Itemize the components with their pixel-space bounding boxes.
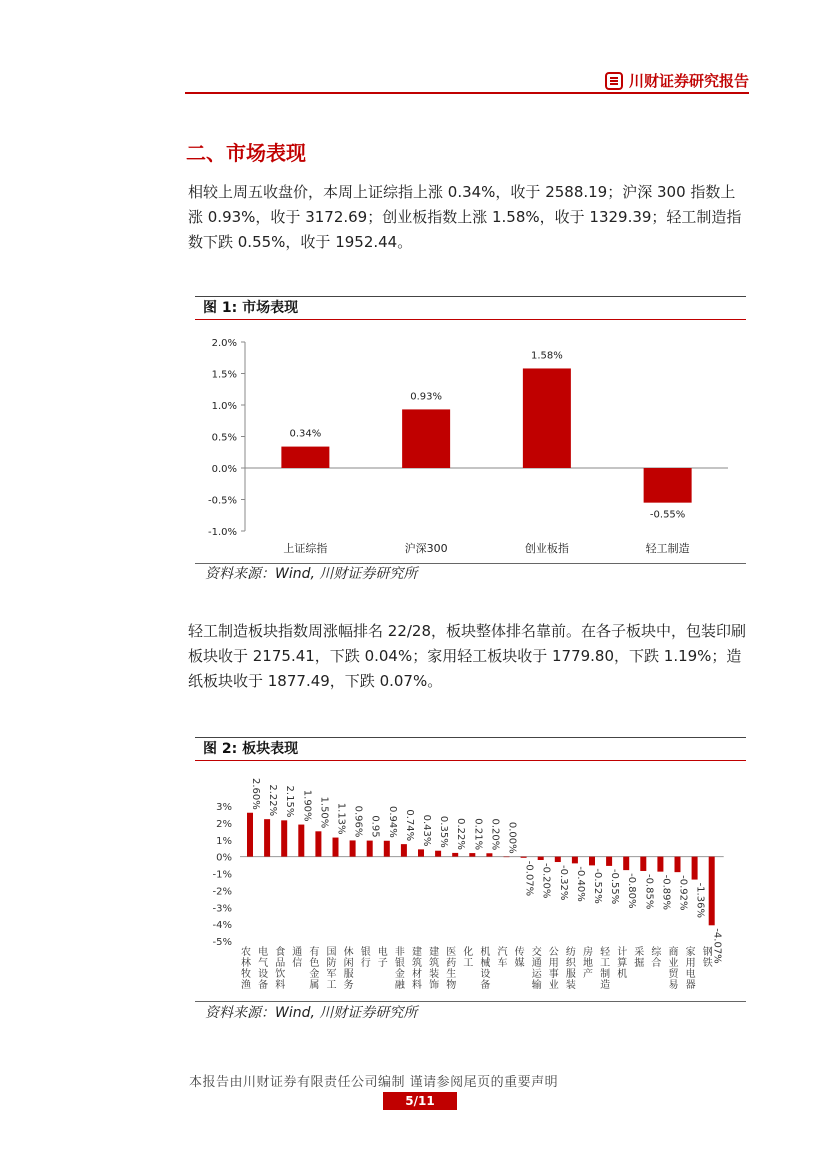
category-label-char: 服 bbox=[565, 969, 576, 980]
category-label-char: 掘 bbox=[634, 958, 645, 969]
y-tick-label: 1% bbox=[216, 835, 232, 847]
category-label-char: 轻 bbox=[600, 947, 611, 958]
bar bbox=[644, 468, 692, 503]
report-header bbox=[605, 70, 749, 91]
data-label: 0.21% bbox=[472, 818, 484, 851]
data-label: 2.60% bbox=[250, 777, 261, 810]
data-label: 0.34% bbox=[289, 428, 322, 440]
category-label: 上证综指 bbox=[283, 542, 328, 555]
category-label: 创业板指 bbox=[524, 542, 569, 555]
y-tick-label: 1.0% bbox=[211, 401, 237, 412]
y-tick-label: 3% bbox=[216, 802, 232, 813]
category-label-char: 服 bbox=[343, 969, 354, 980]
data-label: 1.50% bbox=[318, 796, 330, 829]
data-label: 0.74% bbox=[403, 809, 415, 842]
y-tick-label: -2% bbox=[212, 886, 232, 898]
bar bbox=[657, 857, 663, 872]
category-label bbox=[309, 945, 319, 991]
category-label-char: 用 bbox=[548, 958, 559, 969]
data-label: -0.55% bbox=[609, 868, 621, 905]
category-label-char: 电 bbox=[685, 969, 696, 980]
category-label-char: 公 bbox=[548, 947, 559, 958]
category-label bbox=[344, 945, 354, 991]
bar bbox=[401, 844, 407, 856]
category-label-char: 化 bbox=[463, 947, 474, 958]
category-label-char: 汽 bbox=[497, 947, 508, 958]
header-divider bbox=[185, 92, 749, 94]
data-label: -4.07% bbox=[711, 928, 723, 964]
category-label-char: 工 bbox=[463, 958, 474, 969]
bar bbox=[402, 409, 450, 468]
data-label: 0.95 bbox=[369, 815, 381, 838]
category-label bbox=[566, 945, 577, 991]
category-label bbox=[532, 945, 543, 991]
category-label-char: 易 bbox=[668, 980, 679, 991]
bar bbox=[281, 447, 329, 468]
data-label: 0.96% bbox=[352, 805, 364, 838]
category-label bbox=[361, 945, 371, 969]
category-label-char: 计 bbox=[617, 947, 628, 958]
y-tick-label: -3% bbox=[212, 903, 232, 915]
bar bbox=[675, 857, 681, 873]
bar bbox=[315, 831, 321, 856]
category-label-char: 行 bbox=[360, 958, 371, 969]
category-label-char: 综 bbox=[651, 947, 662, 958]
market-summary-paragraph: 相较上周五收盘价，本周上证综指上涨 0.34%，收于 2588.19；沪深 300 指数上涨 0.93%，收于 3172.69；创业板指数上涨 1.58%，收于 1329.39；轻工制造指数下跌 0.55%，收于 1952.44。 bbox=[188, 183, 742, 251]
bar bbox=[435, 851, 441, 857]
category-label-char: 闲 bbox=[343, 958, 354, 969]
sector-summary-paragraph: 轻工制造板块指数周涨幅排名 22/28，板块整体排名靠前。在各子板块中，包装印刷板块收于 2175.41，下跌 0.04%；家用轻工板块收于 1779.80，下跌 1.19%；造纸板块收于 1877.49，下跌 0.07%。 bbox=[188, 622, 746, 690]
category-label bbox=[327, 946, 337, 991]
category-label-char: 通 bbox=[292, 947, 303, 958]
category-label bbox=[395, 945, 406, 991]
category-label-char: 料 bbox=[275, 980, 286, 991]
category-label-char: 饮 bbox=[275, 969, 286, 980]
category-label-char: 房 bbox=[583, 947, 593, 958]
bar bbox=[384, 841, 390, 857]
category-label-char: 饰 bbox=[429, 980, 440, 991]
category-label-char: 钢 bbox=[702, 947, 713, 958]
category-label-char: 纺 bbox=[565, 947, 576, 958]
page-number: 5/11 bbox=[383, 1092, 457, 1110]
category-label-char: 织 bbox=[565, 958, 576, 969]
bar bbox=[350, 840, 356, 856]
category-label-char: 物 bbox=[446, 980, 457, 991]
category-label-char: 工 bbox=[600, 958, 611, 969]
category-label bbox=[463, 945, 473, 969]
category-label bbox=[515, 945, 525, 969]
bar bbox=[572, 857, 578, 864]
y-tick-label: 1.5% bbox=[211, 369, 237, 381]
data-label: -0.92% bbox=[677, 875, 689, 911]
category-label-char: 务 bbox=[343, 980, 354, 991]
data-label: 0.93% bbox=[410, 391, 443, 403]
bar bbox=[521, 857, 527, 858]
category-label-char: 国 bbox=[326, 947, 337, 958]
data-label: -0.55% bbox=[649, 509, 686, 521]
bar bbox=[523, 368, 571, 468]
category-label bbox=[583, 945, 593, 980]
market-performance-chart bbox=[195, 320, 746, 562]
y-tick-label: -1.0% bbox=[207, 527, 237, 538]
category-label-char: 械 bbox=[480, 958, 491, 969]
category-label-char: 器 bbox=[685, 980, 696, 991]
category-label-char: 用 bbox=[685, 958, 696, 969]
category-label-char: 有 bbox=[309, 947, 320, 958]
category-label-char: 运 bbox=[531, 969, 542, 980]
bar bbox=[504, 857, 510, 858]
category-label-char: 食 bbox=[275, 947, 286, 958]
category-label-char: 渔 bbox=[241, 980, 251, 991]
category-label-char: 筑 bbox=[412, 958, 422, 969]
category-label-char: 气 bbox=[258, 958, 269, 969]
bar bbox=[538, 857, 544, 860]
category-label-char: 机 bbox=[480, 947, 491, 958]
y-tick-label: 0% bbox=[216, 852, 232, 864]
category-label bbox=[429, 945, 439, 991]
data-label: 0.20% bbox=[489, 818, 501, 851]
bar bbox=[418, 849, 424, 856]
category-label-char: 金 bbox=[394, 969, 405, 980]
section-title: 二、市场表现 bbox=[186, 141, 306, 165]
category-label bbox=[703, 945, 713, 969]
y-tick-label: -5% bbox=[212, 937, 232, 948]
category-label-char: 林 bbox=[241, 958, 251, 969]
category-label-char: 电 bbox=[258, 947, 269, 958]
category-label bbox=[480, 945, 490, 991]
y-tick-label: 0.5% bbox=[211, 432, 237, 444]
data-label: -0.20% bbox=[540, 863, 552, 899]
figure-1 bbox=[195, 296, 746, 566]
report-header-title: 川财证券研究报告 bbox=[628, 72, 749, 90]
category-label-char: 非 bbox=[394, 947, 405, 958]
figure-1-caption: 图 1: 市场表现 bbox=[203, 300, 299, 316]
bar bbox=[486, 853, 492, 856]
category-label-char: 建 bbox=[429, 947, 440, 958]
category-label bbox=[651, 945, 662, 969]
category-label-char: 设 bbox=[258, 969, 269, 980]
category-label-char: 金 bbox=[309, 969, 320, 980]
y-tick-label: 0.0% bbox=[211, 464, 237, 475]
category-label-char: 造 bbox=[600, 980, 611, 991]
data-label: 0.94% bbox=[386, 805, 398, 838]
category-label bbox=[241, 945, 251, 991]
figure-2 bbox=[195, 737, 746, 1005]
category-label-char: 材 bbox=[412, 969, 422, 980]
bar bbox=[606, 857, 612, 866]
category-label-char: 业 bbox=[668, 958, 679, 969]
category-label-char: 料 bbox=[412, 980, 422, 991]
category-label-char: 输 bbox=[531, 980, 542, 991]
category-label bbox=[634, 945, 644, 969]
data-label: -1.36% bbox=[694, 882, 706, 918]
category-label: 轻工制造 bbox=[645, 542, 690, 555]
category-label bbox=[275, 945, 285, 991]
bar bbox=[469, 853, 475, 857]
category-label-char: 银 bbox=[360, 947, 371, 958]
category-label-char: 铁 bbox=[702, 958, 713, 969]
category-label-char: 合 bbox=[651, 958, 662, 969]
category-label-char: 商 bbox=[668, 947, 679, 958]
data-label: -0.80% bbox=[626, 873, 638, 909]
category-label bbox=[498, 946, 508, 969]
category-label-char: 通 bbox=[531, 958, 542, 969]
bar bbox=[692, 857, 698, 880]
category-label-char: 药 bbox=[446, 958, 457, 969]
category-label-char: 装 bbox=[565, 980, 576, 991]
category-label-char: 属 bbox=[309, 980, 320, 991]
y-tick-label: 2.0% bbox=[211, 338, 237, 349]
category-label-char: 农 bbox=[241, 947, 251, 958]
bar bbox=[264, 819, 270, 856]
category-label-char: 事 bbox=[548, 969, 559, 980]
bar bbox=[589, 857, 595, 866]
category-label-char: 车 bbox=[497, 958, 508, 969]
figure-2-source: 资料来源：Wind, 川财证券研究所 bbox=[205, 1005, 418, 1021]
category-label-char: 制 bbox=[600, 969, 611, 980]
data-label: 0.43% bbox=[421, 814, 432, 847]
category-label bbox=[258, 945, 268, 991]
category-label-char: 设 bbox=[480, 969, 491, 980]
data-label: 0.22% bbox=[455, 818, 467, 850]
footer-disclaimer: 本报告由川财证券有限责任公司编制 谨请参阅尾页的重要声明 bbox=[189, 1075, 559, 1090]
category-label bbox=[378, 945, 388, 969]
bar bbox=[298, 825, 304, 857]
category-label-char: 媒 bbox=[514, 958, 525, 969]
category-label-char: 备 bbox=[258, 980, 269, 991]
data-label: 2.22% bbox=[267, 784, 279, 817]
category-label-char: 筑 bbox=[429, 958, 440, 969]
data-label: 2.15% bbox=[284, 785, 296, 818]
category-label-char: 采 bbox=[634, 947, 645, 958]
category-label-char: 传 bbox=[514, 947, 525, 958]
category-label bbox=[446, 946, 456, 991]
category-label-char: 牧 bbox=[241, 969, 251, 980]
category-label-char: 军 bbox=[326, 969, 337, 980]
figure-1-source: 资料来源：Wind, 川财证券研究所 bbox=[205, 566, 418, 582]
bar bbox=[367, 841, 373, 857]
y-tick-label: -4% bbox=[212, 920, 232, 932]
category-label-char: 医 bbox=[446, 947, 457, 958]
category-label bbox=[549, 947, 559, 991]
category-label-char: 建 bbox=[412, 947, 422, 958]
bar bbox=[333, 838, 339, 857]
category-label-char: 机 bbox=[617, 969, 628, 980]
category-label-char: 地 bbox=[583, 958, 593, 969]
data-label: -0.32% bbox=[557, 865, 569, 901]
category-label-char: 产 bbox=[583, 969, 593, 980]
bar bbox=[640, 857, 646, 871]
category-label-char: 子 bbox=[377, 958, 388, 969]
category-label bbox=[686, 946, 696, 991]
category-label-char: 信 bbox=[292, 958, 303, 969]
category-label: 沪深300 bbox=[404, 542, 448, 555]
category-label-char: 电 bbox=[377, 947, 388, 958]
category-label-char: 银 bbox=[394, 958, 405, 969]
category-label-char: 品 bbox=[275, 958, 286, 969]
category-label-char: 工 bbox=[326, 980, 337, 991]
data-label: 1.90% bbox=[301, 789, 313, 822]
category-label bbox=[617, 945, 627, 980]
category-label-char: 生 bbox=[446, 969, 457, 980]
bar bbox=[555, 857, 561, 862]
bar bbox=[623, 857, 629, 871]
category-label-char: 交 bbox=[531, 947, 542, 958]
y-tick-label: -1% bbox=[212, 869, 232, 881]
broker-logo-icon bbox=[605, 72, 623, 90]
y-tick-label: 2% bbox=[216, 818, 232, 830]
data-label: 1.13% bbox=[335, 802, 347, 835]
data-label: -0.40% bbox=[574, 866, 586, 902]
category-label-char: 装 bbox=[429, 969, 440, 980]
y-tick-label: -0.5% bbox=[207, 495, 237, 507]
bar bbox=[247, 813, 253, 857]
category-label bbox=[412, 945, 422, 991]
category-label-char: 家 bbox=[685, 947, 696, 958]
data-label: 1.58% bbox=[530, 350, 563, 362]
figure-2-caption: 图 2: 板块表现 bbox=[203, 741, 299, 757]
data-label: -0.89% bbox=[660, 874, 672, 911]
bar bbox=[709, 857, 715, 926]
category-label bbox=[669, 945, 680, 991]
category-label-char: 业 bbox=[548, 980, 559, 991]
data-label: 0.35% bbox=[438, 815, 450, 848]
category-label-char: 贸 bbox=[668, 969, 679, 980]
data-label: -0.52% bbox=[592, 868, 603, 904]
data-label: 0.00% bbox=[506, 821, 518, 854]
category-label-char: 算 bbox=[617, 958, 628, 969]
sector-performance-chart bbox=[195, 761, 746, 1001]
data-label: -0.07% bbox=[523, 860, 535, 897]
bar bbox=[452, 853, 458, 857]
category-label-char: 休 bbox=[343, 947, 354, 958]
bar bbox=[281, 820, 287, 856]
data-label: -0.85% bbox=[643, 873, 655, 910]
category-label bbox=[600, 946, 611, 991]
category-label-char: 融 bbox=[394, 980, 405, 991]
category-label-char: 防 bbox=[326, 958, 337, 969]
category-label-char: 备 bbox=[480, 980, 491, 991]
category-label bbox=[292, 946, 302, 969]
category-label-char: 色 bbox=[309, 958, 320, 969]
